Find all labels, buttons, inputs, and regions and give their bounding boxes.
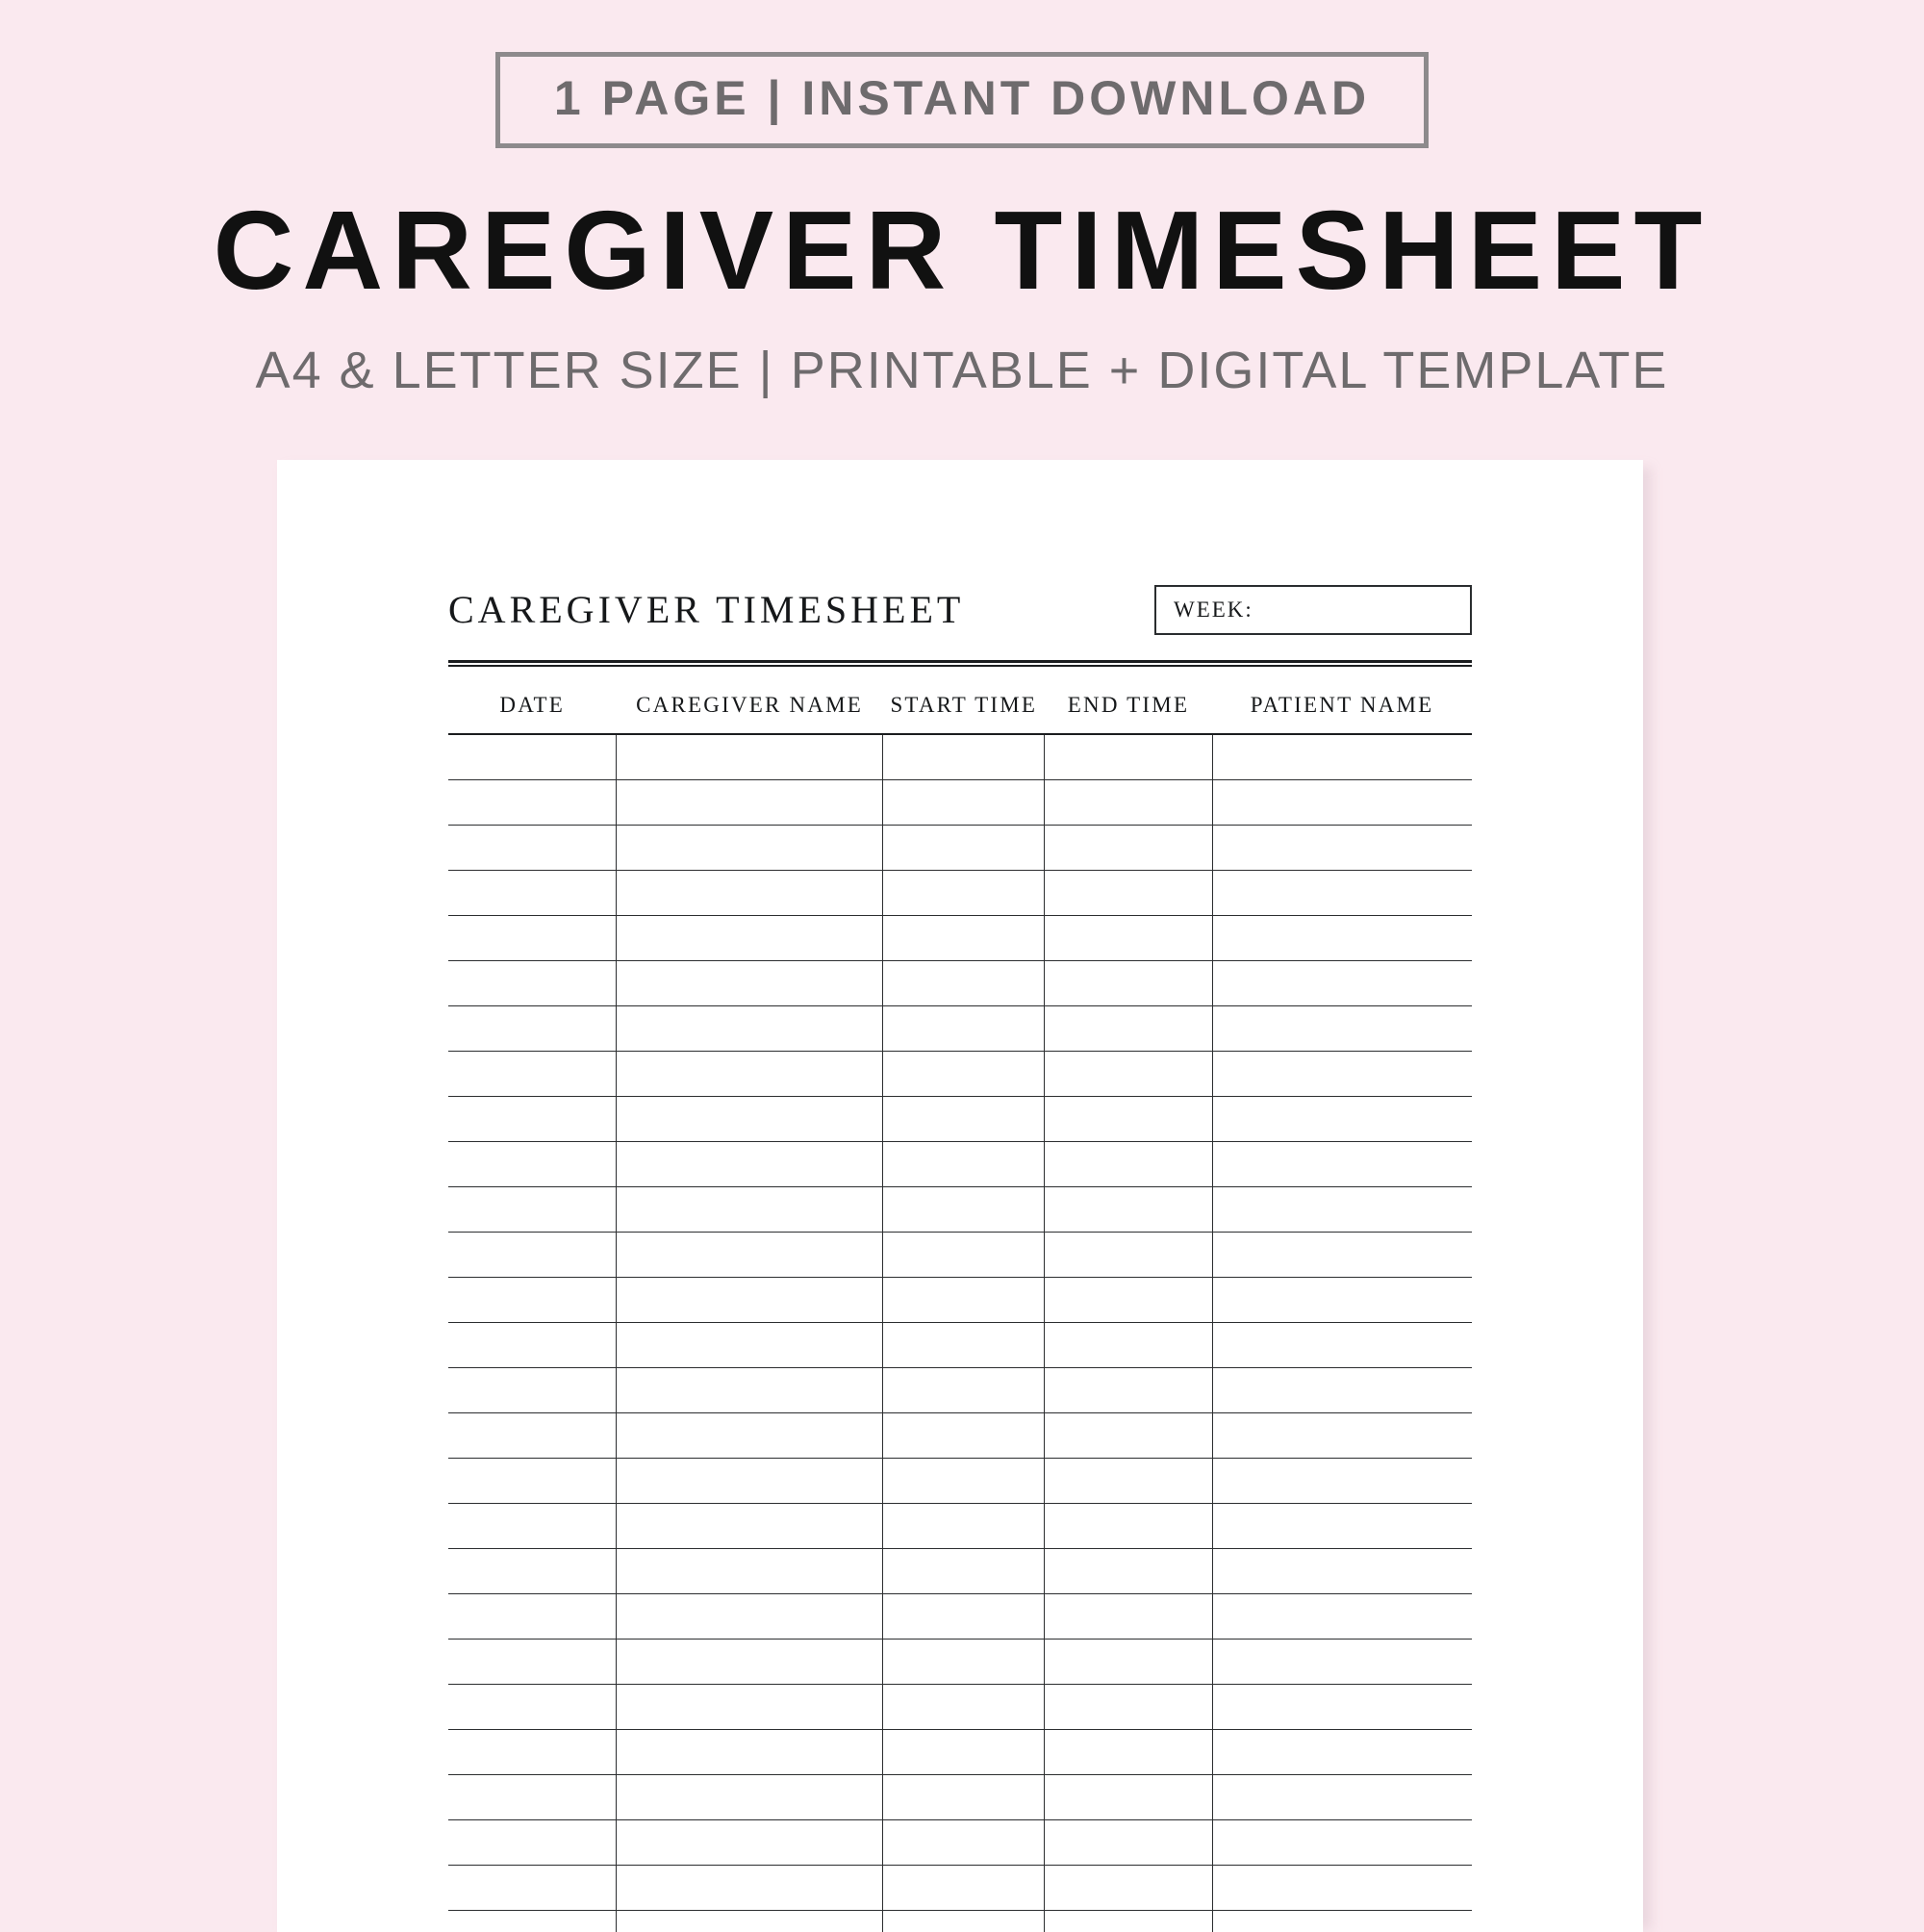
table-cell[interactable]	[616, 1640, 882, 1685]
table-row[interactable]	[448, 1685, 1472, 1730]
table-row[interactable]	[448, 1368, 1472, 1413]
table-cell[interactable]	[883, 1504, 1045, 1549]
table-row[interactable]	[448, 1142, 1472, 1187]
table-cell[interactable]	[616, 826, 882, 871]
table-cell[interactable]	[883, 1187, 1045, 1233]
table-cell[interactable]	[1045, 1640, 1212, 1685]
table-row[interactable]	[448, 1233, 1472, 1278]
table-cell[interactable]	[1045, 1504, 1212, 1549]
table-cell[interactable]	[883, 1459, 1045, 1504]
table-cell[interactable]	[448, 1278, 616, 1323]
column-header-patient-name: PATIENT NAME	[1212, 692, 1472, 734]
promo-header	[0, 0, 1924, 396]
table-row[interactable]	[448, 1730, 1472, 1775]
column-header-caregiver-name: CAREGIVER NAME	[616, 692, 882, 734]
table-cell[interactable]	[883, 1911, 1045, 1932]
table-cell[interactable]	[883, 1685, 1045, 1730]
table-cell[interactable]	[1212, 1233, 1472, 1278]
table-cell[interactable]	[883, 871, 1045, 916]
table-row[interactable]	[448, 1006, 1472, 1052]
table-cell[interactable]	[448, 1233, 616, 1278]
table-cell[interactable]	[448, 871, 616, 916]
table-cell[interactable]	[1212, 1820, 1472, 1866]
table-cell[interactable]	[1212, 1911, 1472, 1932]
table-cell[interactable]	[1045, 1278, 1212, 1323]
table-cell[interactable]	[448, 1775, 616, 1820]
table-row[interactable]	[448, 1504, 1472, 1549]
table-row[interactable]	[448, 1775, 1472, 1820]
table-cell[interactable]	[616, 1323, 882, 1368]
header-divider	[448, 660, 1472, 667]
table-cell[interactable]	[1045, 1142, 1212, 1187]
table-cell[interactable]	[1045, 916, 1212, 961]
table-row[interactable]	[448, 1549, 1472, 1594]
table-cell[interactable]	[1212, 1097, 1472, 1142]
timesheet-rows	[448, 734, 1472, 1932]
table-cell[interactable]	[1212, 1549, 1472, 1594]
table-cell[interactable]	[1045, 1549, 1212, 1594]
table-row[interactable]	[448, 1459, 1472, 1504]
table-cell[interactable]	[1212, 916, 1472, 961]
table-cell[interactable]	[1045, 1006, 1212, 1052]
table-cell[interactable]	[448, 1820, 616, 1866]
table-cell[interactable]	[448, 1640, 616, 1685]
table-cell[interactable]	[1212, 1368, 1472, 1413]
table-cell[interactable]	[1212, 871, 1472, 916]
table-cell[interactable]	[1045, 1459, 1212, 1504]
table-cell[interactable]	[1045, 1323, 1212, 1368]
table-cell[interactable]	[883, 1278, 1045, 1323]
column-header-end-time: END TIME	[1045, 692, 1212, 734]
table-row[interactable]	[448, 871, 1472, 916]
page-subtitle: A4 & LETTER SIZE | PRINTABLE + DIGITAL TEMPLATE	[0, 344, 1924, 396]
table-cell[interactable]	[883, 1006, 1045, 1052]
table-cell[interactable]	[1212, 1413, 1472, 1459]
table-cell[interactable]	[1212, 1594, 1472, 1640]
table-cell[interactable]	[883, 1775, 1045, 1820]
table-cell[interactable]	[883, 780, 1045, 826]
table-cell[interactable]	[448, 780, 616, 826]
table-cell[interactable]	[616, 1594, 882, 1640]
table-cell[interactable]	[883, 1368, 1045, 1413]
table-cell[interactable]	[448, 1504, 616, 1549]
table-cell[interactable]	[448, 1866, 616, 1911]
table-cell[interactable]	[616, 780, 882, 826]
table-cell[interactable]	[616, 1233, 882, 1278]
table-cell[interactable]	[448, 1911, 616, 1932]
table-cell[interactable]	[448, 1368, 616, 1413]
table-cell[interactable]	[1045, 1413, 1212, 1459]
table-cell[interactable]	[1212, 961, 1472, 1006]
table-cell[interactable]	[616, 1866, 882, 1911]
week-field-label: WEEK:	[1156, 597, 1253, 623]
table-cell[interactable]	[448, 1730, 616, 1775]
table-cell[interactable]	[448, 826, 616, 871]
table-row[interactable]	[448, 1594, 1472, 1640]
table-cell[interactable]	[1212, 1459, 1472, 1504]
table-cell[interactable]	[883, 1866, 1045, 1911]
table-row[interactable]	[448, 1640, 1472, 1685]
table-cell[interactable]	[1045, 826, 1212, 871]
table-cell[interactable]	[448, 1323, 616, 1368]
table-cell[interactable]	[448, 1549, 616, 1594]
table-cell[interactable]	[883, 961, 1045, 1006]
table-cell[interactable]	[883, 1640, 1045, 1685]
table-cell[interactable]	[616, 1413, 882, 1459]
table-cell[interactable]	[1045, 1820, 1212, 1866]
table-row[interactable]	[448, 1097, 1472, 1142]
table-cell[interactable]	[883, 1413, 1045, 1459]
table-cell[interactable]	[1045, 1097, 1212, 1142]
table-cell[interactable]	[1212, 1866, 1472, 1911]
table-cell[interactable]	[616, 734, 882, 780]
printable-page-preview	[277, 460, 1643, 1932]
column-header-start-time: START TIME	[883, 692, 1045, 734]
table-cell[interactable]	[1045, 1730, 1212, 1775]
table-cell[interactable]	[1045, 1187, 1212, 1233]
table-cell[interactable]	[1212, 1730, 1472, 1775]
table-row[interactable]	[448, 961, 1472, 1006]
table-row[interactable]	[448, 1911, 1472, 1932]
table-cell[interactable]	[448, 1594, 616, 1640]
table-cell[interactable]	[1045, 780, 1212, 826]
promo-badge	[495, 52, 1429, 148]
table-cell[interactable]	[883, 1820, 1045, 1866]
table-row[interactable]	[448, 826, 1472, 871]
table-row[interactable]	[448, 1278, 1472, 1323]
table-cell[interactable]	[448, 734, 616, 780]
table-cell[interactable]	[448, 1097, 616, 1142]
table-cell[interactable]	[448, 1052, 616, 1097]
table-cell[interactable]	[1212, 734, 1472, 780]
table-cell[interactable]	[1045, 1775, 1212, 1820]
table-cell[interactable]	[616, 1504, 882, 1549]
table-cell[interactable]	[1045, 1685, 1212, 1730]
table-cell[interactable]	[883, 1730, 1045, 1775]
table-cell[interactable]	[616, 1368, 882, 1413]
table-cell[interactable]	[1212, 1504, 1472, 1549]
table-cell[interactable]	[616, 1052, 882, 1097]
table-cell[interactable]	[616, 1820, 882, 1866]
table-cell[interactable]	[1045, 1052, 1212, 1097]
sheet-content	[448, 585, 1472, 1932]
table-cell[interactable]	[1045, 1368, 1212, 1413]
table-cell[interactable]	[1045, 871, 1212, 916]
table-cell[interactable]	[1045, 1594, 1212, 1640]
table-cell[interactable]	[616, 1775, 882, 1820]
table-cell[interactable]	[1212, 1278, 1472, 1323]
table-cell[interactable]	[448, 1413, 616, 1459]
table-cell[interactable]	[616, 871, 882, 916]
table-cell[interactable]	[1212, 1775, 1472, 1820]
table-cell[interactable]	[616, 916, 882, 961]
week-field[interactable]	[1154, 585, 1472, 635]
table-cell[interactable]	[616, 1549, 882, 1594]
table-cell[interactable]	[883, 1233, 1045, 1278]
table-cell[interactable]	[616, 1006, 882, 1052]
table-cell[interactable]	[448, 916, 616, 961]
table-header-row	[448, 692, 1472, 734]
table-cell[interactable]	[1045, 1911, 1212, 1932]
table-row[interactable]	[448, 780, 1472, 826]
table-cell[interactable]	[616, 1097, 882, 1142]
table-cell[interactable]	[448, 1685, 616, 1730]
column-header-date: DATE	[448, 692, 616, 734]
table-cell[interactable]	[616, 1278, 882, 1323]
table-cell[interactable]	[883, 734, 1045, 780]
sheet-title: CAREGIVER TIMESHEET	[448, 591, 964, 629]
table-row[interactable]	[448, 916, 1472, 961]
table-row[interactable]	[448, 1323, 1472, 1368]
timesheet-table	[448, 692, 1472, 1932]
promo-badge-label: 1 PAGE | INSTANT DOWNLOAD	[554, 74, 1370, 122]
table-cell[interactable]	[883, 1549, 1045, 1594]
table-cell[interactable]	[448, 1142, 616, 1187]
table-cell[interactable]	[616, 961, 882, 1006]
sheet-header	[448, 585, 1472, 635]
table-cell[interactable]	[1212, 1685, 1472, 1730]
table-cell[interactable]	[1212, 1006, 1472, 1052]
table-row[interactable]	[448, 734, 1472, 780]
table-row[interactable]	[448, 1866, 1472, 1911]
table-cell[interactable]	[883, 826, 1045, 871]
table-cell[interactable]	[448, 961, 616, 1006]
table-row[interactable]	[448, 1413, 1472, 1459]
table-cell[interactable]	[1212, 1323, 1472, 1368]
table-cell[interactable]	[1212, 826, 1472, 871]
table-cell[interactable]	[1212, 1142, 1472, 1187]
table-cell[interactable]	[616, 1730, 882, 1775]
table-cell[interactable]	[1045, 734, 1212, 780]
table-cell[interactable]	[448, 1187, 616, 1233]
table-cell[interactable]	[883, 1052, 1045, 1097]
table-cell[interactable]	[448, 1459, 616, 1504]
table-row[interactable]	[448, 1820, 1472, 1866]
table-cell[interactable]	[1212, 780, 1472, 826]
table-cell[interactable]	[883, 1142, 1045, 1187]
page-title: CAREGIVER TIMESHEET	[0, 194, 1924, 306]
table-cell[interactable]	[1045, 961, 1212, 1006]
table-cell[interactable]	[1045, 1866, 1212, 1911]
table-cell[interactable]	[883, 1323, 1045, 1368]
table-cell[interactable]	[448, 1006, 616, 1052]
table-cell[interactable]	[883, 1097, 1045, 1142]
table-cell[interactable]	[1212, 1640, 1472, 1685]
table-cell[interactable]	[883, 1594, 1045, 1640]
table-cell[interactable]	[1045, 1233, 1212, 1278]
table-row[interactable]	[448, 1187, 1472, 1233]
table-cell[interactable]	[616, 1459, 882, 1504]
table-row[interactable]	[448, 1052, 1472, 1097]
table-cell[interactable]	[616, 1142, 882, 1187]
table-cell[interactable]	[1212, 1052, 1472, 1097]
table-cell[interactable]	[1212, 1187, 1472, 1233]
table-cell[interactable]	[616, 1685, 882, 1730]
table-cell[interactable]	[616, 1187, 882, 1233]
table-cell[interactable]	[883, 916, 1045, 961]
table-cell[interactable]	[616, 1911, 882, 1932]
